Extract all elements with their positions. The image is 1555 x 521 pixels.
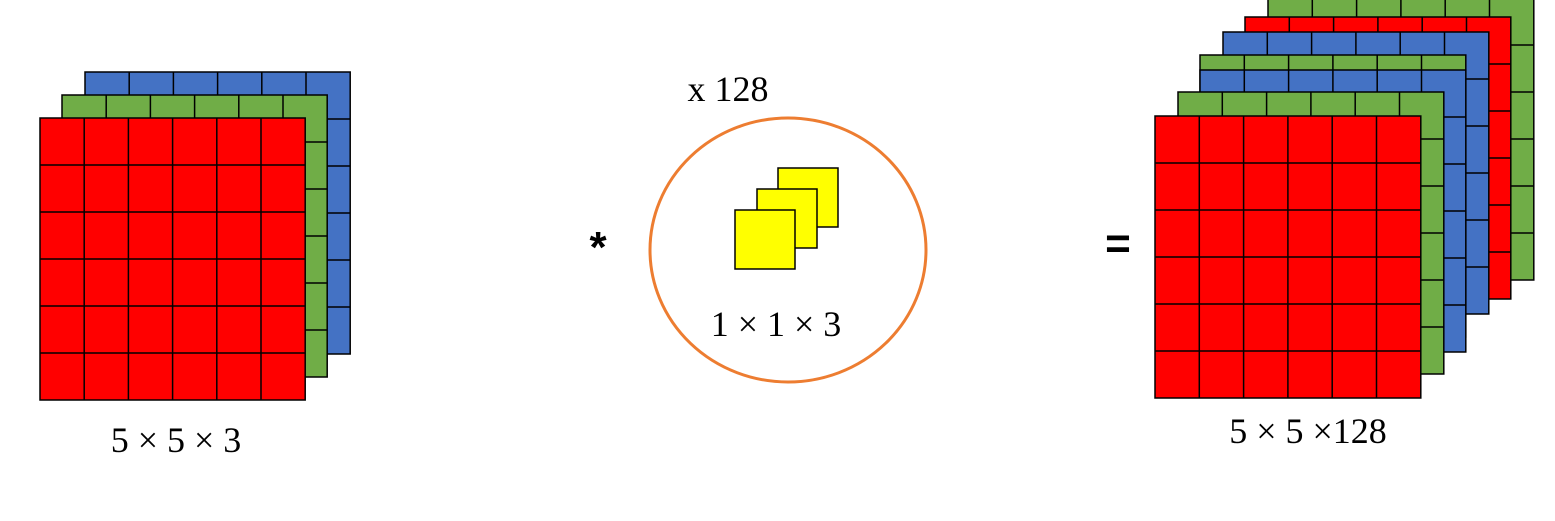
filter-kernels [735,168,838,269]
input-layer-3 [40,118,305,400]
output-layer-7 [1155,116,1421,398]
filter-kernel-3 [735,210,795,269]
output-volume [1155,0,1534,398]
filter-size-label: 1 × 1 × 3 [710,304,842,344]
input-size-label: 5 × 5 × 3 [110,420,242,460]
output-size-label: 5 × 5 ×128 [1229,411,1387,451]
input-volume [40,72,350,400]
filter-count-label: x 128 [687,69,769,109]
convolution-operator: * [589,223,607,272]
equals-operator: = [1105,219,1131,268]
